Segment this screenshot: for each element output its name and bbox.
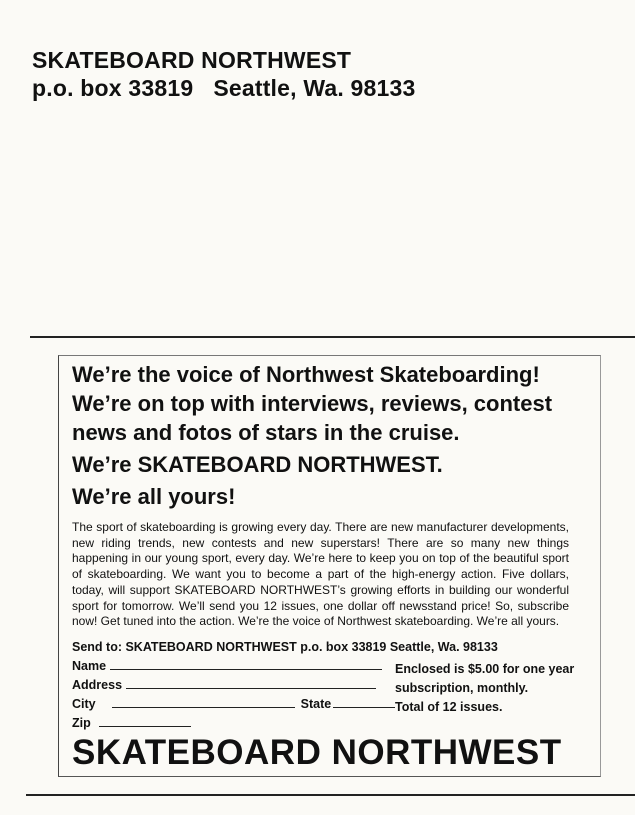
state-field[interactable] <box>333 706 395 708</box>
zip-label: Zip <box>72 716 91 730</box>
offer-line-2: subscription, monthly. <box>395 681 529 695</box>
return-address <box>32 46 416 102</box>
address-row <box>72 678 376 692</box>
headline-line-1: We’re the voice of Northwest Skateboarding! <box>72 362 540 387</box>
headline-line-3: news and fotos of stars in the cruise. <box>72 420 460 445</box>
ad-body-text: The sport of skateboarding is growing every day. There are new manufacturer developments, new riding trends, new contests and new superstars! There are so many new things happening in our young sport, every day. We’re here to keep you on top of the beautiful sport of skateboarding. We want you to become a part of the high-energy action. Five dollars, today, will support SKATEBOARD NORTHWEST’s growing efforts in building our wonderful sport for tomorrow. We’ll send you 12 issues, one dollar off newsstand price! So, subscribe now! Get tuned into the action. We’re the voice of Northwest skateboarding. We’re all yours. <box>72 520 569 629</box>
city-field[interactable] <box>112 706 295 708</box>
po-box: p.o. box 33819 <box>32 75 194 101</box>
name-label: Name <box>72 659 107 673</box>
address-label: Address <box>72 678 123 692</box>
return-address-street <box>32 74 416 102</box>
name-field[interactable] <box>110 668 382 670</box>
offer-line-3: Total of 12 issues. <box>395 700 503 714</box>
offer-line-1: Enclosed is $5.00 for one year <box>395 662 575 676</box>
zip-field[interactable] <box>99 725 191 727</box>
zip-row <box>72 716 191 730</box>
return-address-name: SKATEBOARD NORTHWEST <box>32 47 352 73</box>
send-to-line: Send to: SKATEBOARD NORTHWEST p.o. box 33819 Seattle, Wa. 98133 <box>72 640 498 654</box>
ad-headline <box>72 360 597 511</box>
city-zip: Seattle, Wa. 98133 <box>213 75 416 101</box>
top-divider <box>30 336 635 338</box>
headline-line-5: We’re all yours! <box>72 484 236 509</box>
address-field[interactable] <box>126 687 376 689</box>
offer-text <box>395 660 574 717</box>
headline-line-2: We’re on top with interviews, reviews, contest <box>72 391 553 416</box>
name-row <box>72 659 382 673</box>
state-label: State <box>300 697 332 711</box>
city-state-row <box>72 697 395 711</box>
headline-line-4: We’re SKATEBOARD NORTHWEST. <box>72 452 443 477</box>
city-label: City <box>72 697 96 711</box>
bottom-divider <box>26 794 635 796</box>
masthead-logo: SKATEBOARD NORTHWEST <box>72 733 562 772</box>
